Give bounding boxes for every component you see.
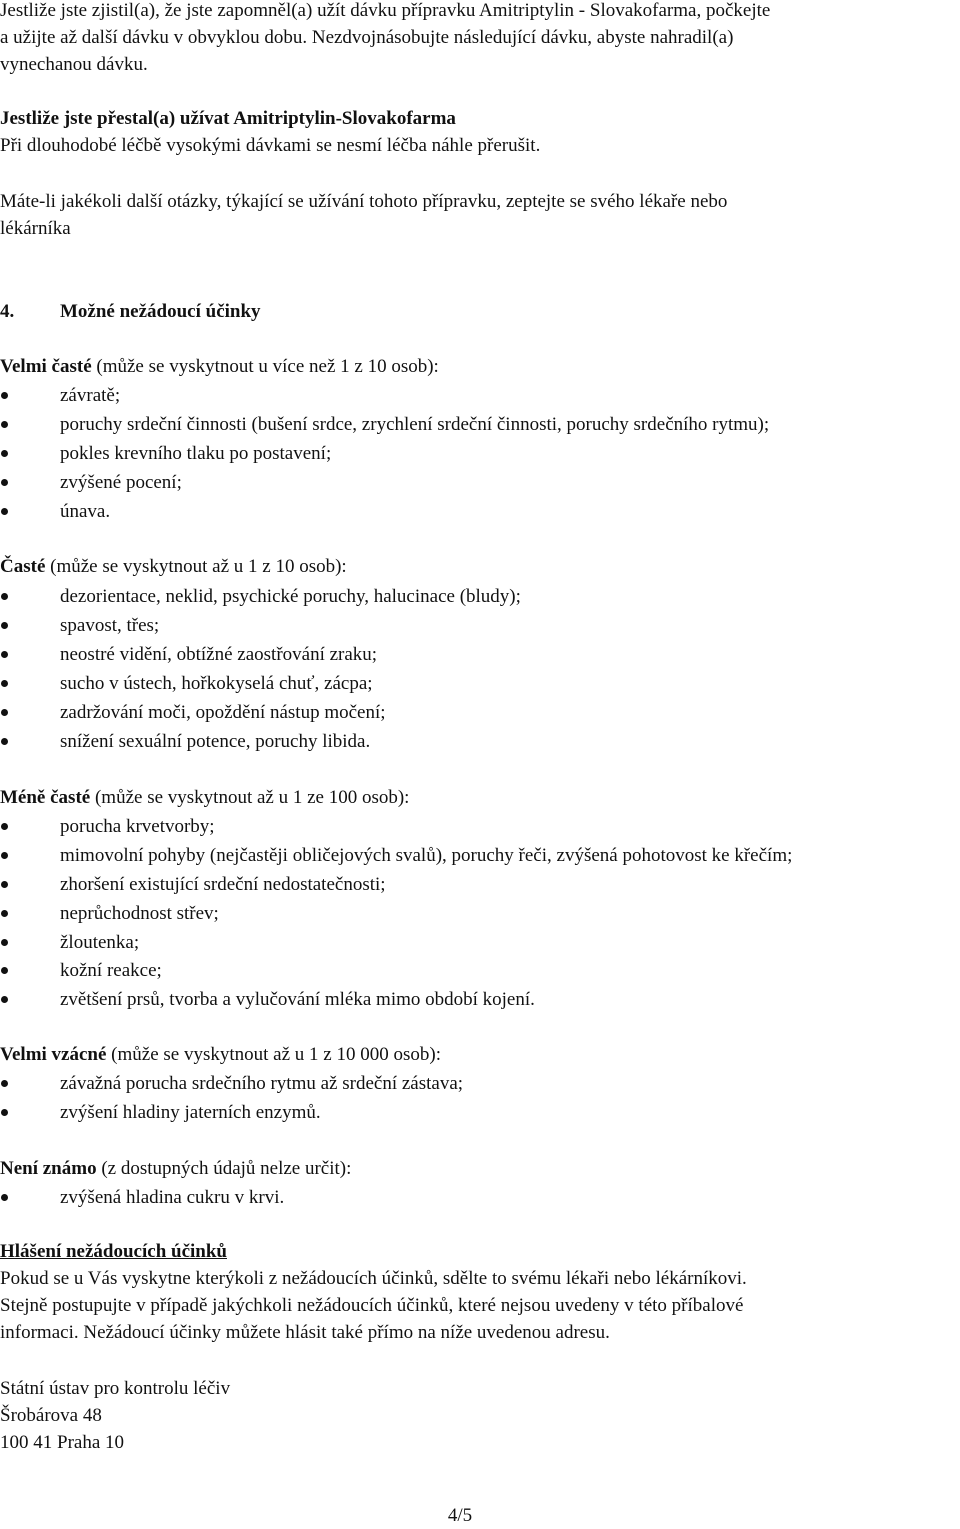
bullet-icon	[1, 1080, 8, 1087]
frequency-heading-uncommon	[0, 784, 409, 811]
bullet-icon	[1, 622, 8, 629]
bullet-icon	[1, 479, 8, 486]
section-4-heading	[0, 298, 261, 325]
bullet-icon	[1, 1194, 8, 1201]
frequency-heading-common	[0, 553, 347, 580]
missed-dose-line-3: vynechanou dávku.	[0, 54, 148, 75]
bullet-icon	[1, 823, 8, 830]
missed-dose-line-1: Jestliže jste zjistil(a), že jste zapomněl(a) užít dávku přípravku Amitriptylin - Slovakofarma, počkejte	[0, 0, 771, 21]
frequency-desc: (může se vyskytnout až u 1 ze 100 osob):	[90, 787, 410, 808]
frequency-label: Méně časté	[0, 787, 91, 808]
bullet-icon	[1, 709, 8, 716]
bullet-icon	[1, 738, 8, 745]
address-line-3: 100 41 Praha 10	[0, 1432, 125, 1453]
bullet-icon	[1, 939, 8, 946]
frequency-desc: (z dostupných údajů nelze určit):	[96, 1158, 352, 1179]
frequency-heading-unknown	[0, 1155, 351, 1182]
stopped-text: Při dlouhodobé léčbě vysokými dávkami se nesmí léčba náhle přerušit.	[0, 135, 541, 156]
section-title: Možné nežádoucí účinky	[60, 301, 261, 322]
frequency-label: Časté	[0, 556, 46, 577]
frequency-desc: (může se vyskytnout až u 1 z 10 000 osob):	[106, 1044, 441, 1065]
stopped-heading: Jestliže jste přestal(a) užívat Amitriptylin-Slovakofarma	[0, 108, 456, 129]
frequency-heading-very-common	[0, 353, 439, 380]
frequency-label: Velmi časté	[0, 356, 92, 377]
bullet-icon	[1, 593, 8, 600]
bullet-icon	[1, 421, 8, 428]
reporting-heading: Hlášení nežádoucích účinků	[0, 1241, 227, 1262]
bullet-icon	[1, 508, 8, 515]
bullet-icon	[1, 1109, 8, 1116]
reporting-line-1: Pokud se u Vás vyskytne kterýkoli z nežádoucích účinků, sdělte to svému lékaři nebo lékárníkovi.	[0, 1268, 747, 1289]
bullet-icon	[1, 852, 8, 859]
bullet-icon	[1, 680, 8, 687]
bullet-icon	[1, 967, 8, 974]
frequency-label: Není známo	[0, 1158, 97, 1179]
address-line-1: Státní ústav pro kontrolu léčiv	[0, 1378, 231, 1399]
reporting-line-3: informaci. Nežádoucí účinky můžete hlásit také přímo na níže uvedenou adresu.	[0, 1322, 610, 1343]
bullet-icon	[1, 996, 8, 1003]
bullet-icon	[1, 392, 8, 399]
bullet-icon	[1, 881, 8, 888]
section-number: 4.	[0, 301, 15, 322]
questions-line-2: lékárníka	[0, 218, 71, 239]
frequency-desc: (může se vyskytnout u více než 1 z 10 osob):	[91, 356, 439, 377]
frequency-label: Velmi vzácné	[0, 1044, 107, 1065]
bullet-icon	[1, 651, 8, 658]
bullet-icon	[1, 450, 8, 457]
questions-line-1: Máte-li jakékoli další otázky, týkající se užívání tohoto přípravku, zeptejte se svého lékaře nebo	[0, 191, 728, 212]
document-page: Jestliže jste zjistil(a), že jste zapomněl(a) užít dávku přípravku Amitriptylin - Slovakofarma, počkejte a užijte až další dávku v obvyklou dobu. Nezdvojnásobujte následující dávku, abyste nahradil(a) vynechanou dávku. Jestliže jste přestal(a) užívat Amitriptylin-Slovakofarma Při dlouhodobé léčbě vysokými dávkami se nesmí léčba náhle přerušit. Máte-li jakékoli další otázky, týkající se užívání tohoto přípravku, zeptejte se svého lékaře nebo lékárníka 4. Možné nežádoucí účinky Velmi časté (může se vyskytnout u více než 1 z 10 osob): závratě; poruchy srdeční činnosti (bušení srdce, zrychlení srdeční činnosti, poruchy srdečního rytmu); pokles krevního tlaku po postavení; zvýšené pocení; únava. Časté (může se vyskytnout až u 1 z 10 osob): dezorientace, neklid, psychické poruchy, halucinace (bludy); spavost, třes; neostré vidění, obtížné zaostřování zraku; sucho v ústech, hořkokyselá chuť, zácpa; zadržování moči, opoždění nástup močení; snížení sexuální potence, poruchy libida. Méně časté (může se vyskytnout až u 1 ze 100 osob): porucha krvetvorby; mimovolní pohyby (nejčastěji obličejových svalů), poruchy řeči, zvýšená pohotovost ke křečím; zhoršení existující srdeční nedostatečnosti; neprůchodnost střev; žloutenka; kožní reakce; zvětšení prsů, tvorba a vylučování mléka mimo období kojení. Velmi vzácné (může se vyskytnout až u 1 z 10 000 osob): závažná porucha srdečního rytmu až srdeční zástava; zvýšení hladiny jaterních enzymů. Není známo (z dostupných údajů nelze určit): zvýšená hladina cukru v krvi. Hlášení nežádoucích účinků Pokud se u Vás vyskytne kterýkoli z nežádoucích účinků, sdělte to svému lékaři nebo lékárníkovi. Stejně postupujte v případě jakýchkoli nežádoucích účinků, které nejsou uvedeny v této příbalové informaci. Nežádoucí účinky můžete hlásit také přímo na níže uvedenou adresu. Státní ústav pro kontrolu léčiv Šrobárova 48 100 41 Praha 10 4/5	[0, 0, 960, 1525]
frequency-desc: (může se vyskytnout až u 1 z 10 osob):	[45, 556, 347, 577]
bullet-icon	[1, 910, 8, 917]
address-line-2: Šrobárova 48	[0, 1405, 102, 1426]
page-number: 4/5	[447, 1505, 473, 1526]
frequency-heading-very-rare	[0, 1041, 441, 1068]
missed-dose-line-2: a užijte až další dávku v obvyklou dobu. Nezdvojnásobujte následující dávku, abyste nahradil(a)	[0, 27, 734, 48]
reporting-line-2: Stejně postupujte v případě jakýchkoli nežádoucích účinků, které nejsou uvedeny v této příbalové	[0, 1295, 744, 1316]
